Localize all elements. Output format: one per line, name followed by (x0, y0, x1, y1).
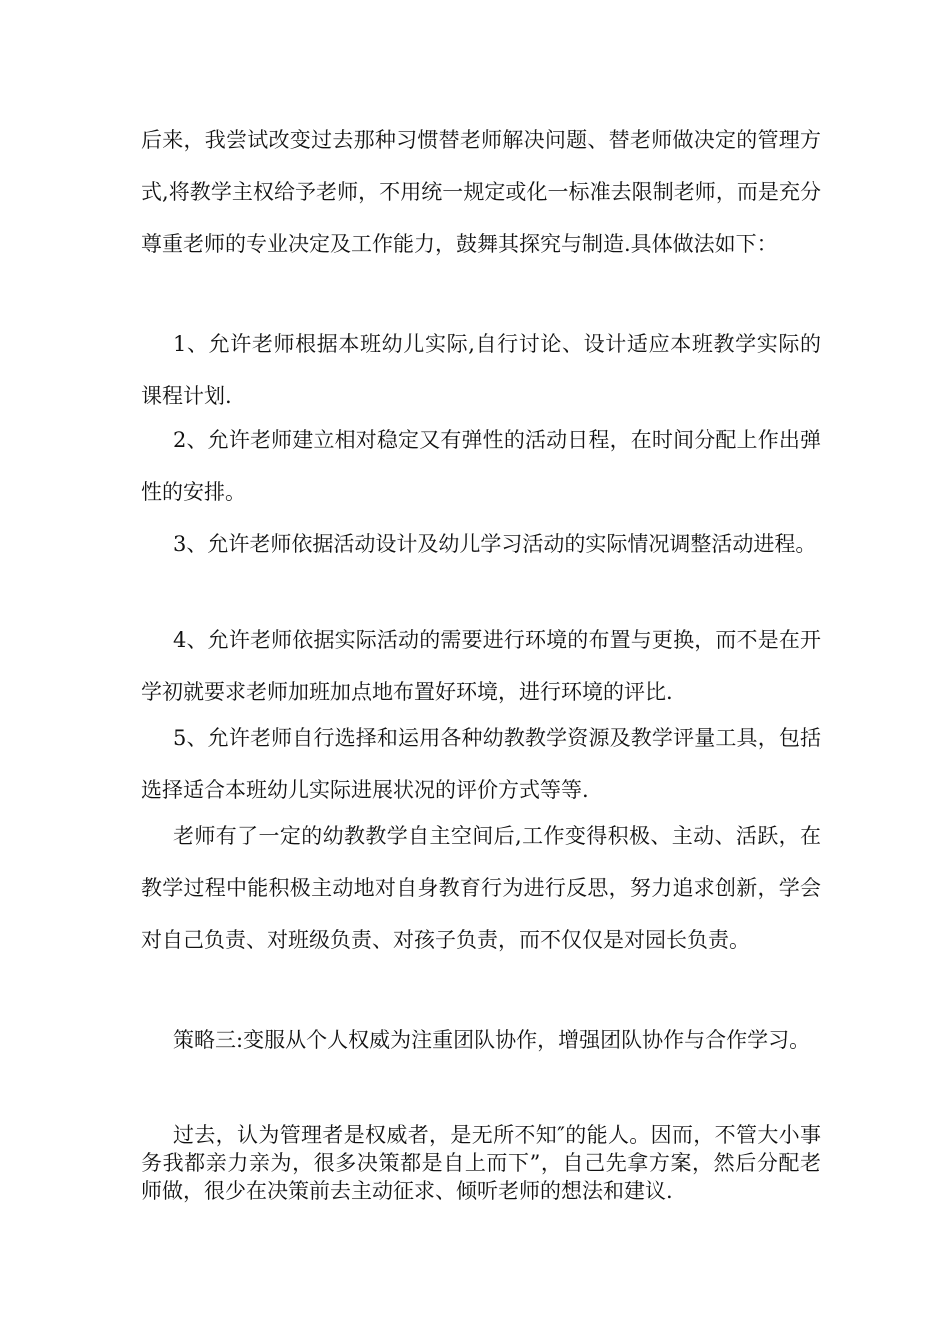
body-paragraph: 老师有了一定的幼教教学自主空间后,工作变得积极、主动、活跃，在教学过程中能积极主动地对自身教育行为进行反思，努力追求创新，学会对自己负责、对班级负责、对孩子负责，而不仅仅是对园长负责。 (141, 824, 821, 952)
body-paragraph: 后来，我尝试改变过去那种习惯替老师解决问题、替老师做决定的管理方式,将教学主权给予老师，不用统一规定或化一标准去限制老师，而是充分尊重老师的专业决定及工作能力，鼓舞其探究与制造.具体做法如下： (141, 128, 821, 256)
list-item: 2、允许老师建立相对稳定又有弹性的活动日程，在时间分配上作出弹性的安排。 (141, 428, 821, 504)
list-item: 1、允许老师根据本班幼儿实际,自行讨论、设计适应本班教学实际的课程计划. (141, 332, 821, 408)
list-item: 5、允许老师自行选择和运用各种幼教教学资源及教学评量工具，包括选择适合本班幼儿实际进展状况的评价方式等等. (141, 726, 821, 802)
list-item: 4、允许老师依据实际活动的需要进行环境的布置与更换，而不是在开学初就要求老师加班加点地布置好环境，进行环境的评比. (141, 628, 821, 704)
list-item: 3、允许老师依据活动设计及幼儿学习活动的实际情况调整活动进程。 (173, 532, 817, 556)
strategy-heading: 策略三:变服从个人权威为注重团队协作，增强团队协作与合作学习。 (173, 1028, 811, 1052)
body-paragraph: 过去，认为管理者是权威者，是无所不知″的能人。因而，不管大小事务我都亲力亲为，很多决策都是自上而下”，自己先拿方案，然后分配老师做，很少在决策前去主动征求、倾听老师的想法和建议. (141, 1123, 821, 1203)
